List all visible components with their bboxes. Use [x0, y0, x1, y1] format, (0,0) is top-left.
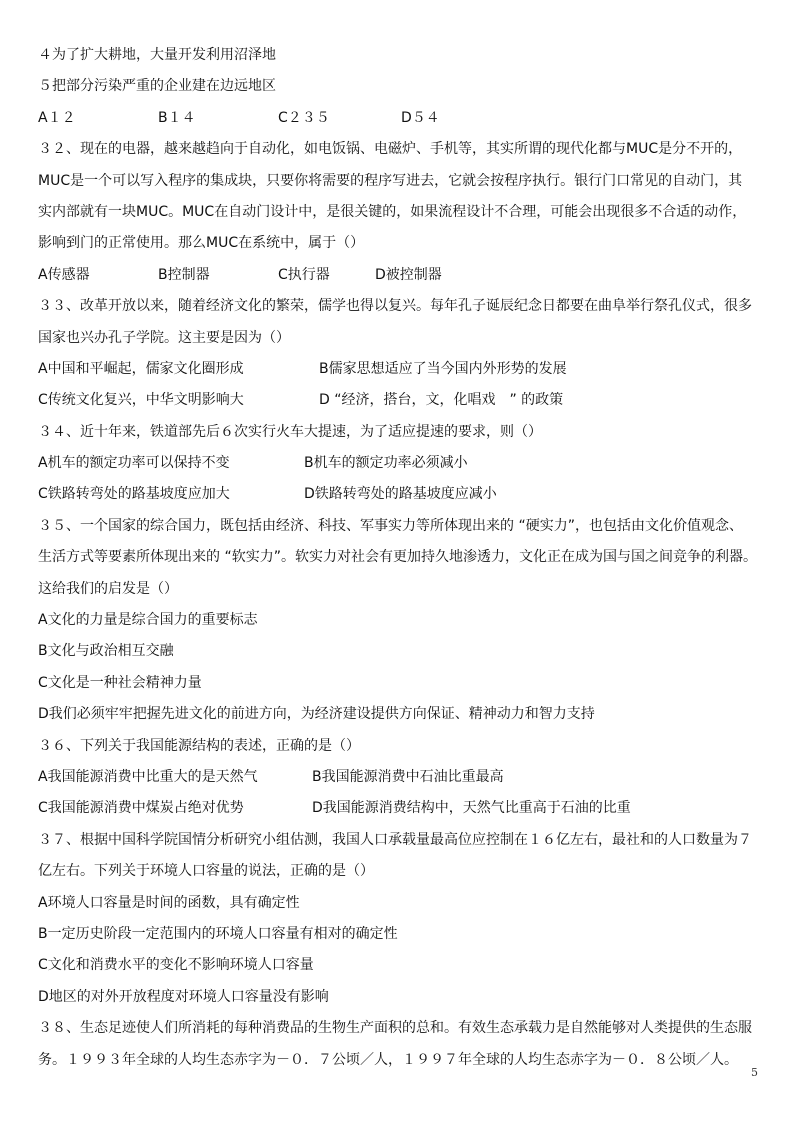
option-b: B控制器 — [158, 266, 210, 283]
option-d: D “经济，搭台，文，化唱戏 ” 的政策 — [319, 392, 564, 409]
option-a: A传感器 — [38, 266, 90, 283]
answer-options-q31 — [38, 103, 762, 134]
option-d: D铁路转弯处的路基坡度应减小 — [304, 486, 497, 503]
answer-options-q36-row-1 — [38, 762, 762, 793]
option-c: C我国能源消费中煤炭占绝对优势 — [38, 800, 244, 817]
page-number: 5 — [751, 1066, 758, 1079]
option-d: D５４ — [401, 109, 440, 126]
question-36-line-1: ３６、下列关于我国能源结构的表述，正确的是（） — [38, 737, 360, 754]
answer-options-q36-row-2 — [38, 793, 762, 824]
option-c: C铁路转弯处的路基坡度应加大 — [38, 486, 230, 503]
option-a: A环境人口容量是时间的函数，具有确定性 — [38, 894, 300, 911]
question-38-line-2: 务。１９９３年全球的人均生态赤字为－０．７公顷／人，１９９７年全球的人均生态赤字为－０．８公顷／人。 — [38, 1051, 738, 1068]
question-34-line-1: ３４、近十年来，铁道部先后６次实行火车大提速，为了适应提速的要求，则（） — [38, 423, 542, 440]
question-35-line-3: 这给我们的启发是（） — [38, 580, 178, 597]
option-d: D被控制器 — [375, 266, 442, 283]
question-35-line-2: 生活方式等要素所体现出来的 “软实力”。软实力对社会有更加持久地渗透力，文化正在成为国与国之间竞争的利器。 — [38, 549, 757, 566]
option-b: B一定历史阶段一定范围内的环境人口容量有相对的确定性 — [38, 925, 398, 942]
option-line-5: ５把部分污染严重的企业建在边远地区 — [38, 78, 276, 95]
document-page — [38, 40, 762, 1076]
option-d: D我国能源消费结构中，天然气比重高于石油的比重 — [312, 800, 631, 817]
option-a: A机车的额定功率可以保持不变 — [38, 455, 230, 472]
option-a: A中国和平崛起，儒家文化圈形成 — [38, 360, 244, 377]
option-d: D我们必须牢牢把握先进文化的前进方向，为经济建设提供方向保证、精神动力和智力支持 — [38, 706, 595, 723]
option-b: B机车的额定功率必须减小 — [304, 455, 468, 472]
question-33-line-2: 国家也兴办孔子学院。这主要是因为（） — [38, 329, 290, 346]
option-b: B儒家思想适应了当今国内外形势的发展 — [319, 360, 567, 377]
option-b: B我国能源消费中石油比重最高 — [312, 768, 504, 785]
option-c: C执行器 — [278, 266, 330, 283]
option-b: B文化与政治相互交融 — [38, 643, 174, 660]
option-a: A１２ — [38, 109, 76, 126]
question-32-line-3: 实内部就有一块MUC。MUC在自动门设计中，是很关键的，如果流程设计不合理，可能会出现很多不合适的动作， — [38, 203, 747, 220]
question-32-line-4: 影响到门的正常使用。那么MUC在系统中，属于（） — [38, 235, 365, 252]
answer-options-q34-row-1 — [38, 448, 762, 479]
option-line-4: ４为了扩大耕地，大量开发利用沼泽地 — [38, 47, 276, 63]
option-a: A我国能源消费中比重大的是天然气 — [38, 768, 258, 785]
question-32-line-1: ３２、现在的电器，越来越趋向于自动化，如电饭锅、电磁炉、手机等，其实所谓的现代化都与MUC是分不开的， — [38, 141, 743, 158]
option-c: C文化和消费水平的变化不影响环境人口容量 — [38, 957, 314, 974]
option-c: C文化是一种社会精神力量 — [38, 674, 202, 691]
option-c: C传统文化复兴，中华文明影响大 — [38, 392, 244, 409]
answer-options-q33-row-2 — [38, 385, 762, 416]
option-d: D地区的对外开放程度对环境人口容量没有影响 — [38, 988, 329, 1005]
option-a: A文化的力量是综合国力的重要标志 — [38, 612, 258, 629]
question-37-line-1: ３７、根据中国科学院国情分析研究小组估测，我国人口承载量最高位应控制在１６亿左右，最社和的人口数量为７ — [38, 831, 752, 848]
answer-options-q34-row-2 — [38, 479, 762, 510]
question-38-line-1: ３８、生态足迹使人们所消耗的每种消费品的生物生产面积的总和。有效生态承载力是自然能够对人类提供的生态服 — [38, 1020, 752, 1037]
question-33-line-1: ３３、改革开放以来，随着经济文化的繁荣，儒学也得以复兴。每年孔子诞辰纪念日都要在曲阜举行祭孔仪式，很多 — [38, 298, 752, 315]
question-35-line-1: ３５、一个国家的综合国力，既包括由经济、科技、军事实力等所体现出来的 “硬实力”，也包括由文化价值观念、 — [38, 517, 743, 534]
question-37-line-2: 亿左右。下列关于环境人口容量的说法，正确的是（） — [38, 863, 374, 880]
question-32-line-2: MUC是一个可以写入程序的集成块，只要你将需要的程序写进去，它就会按程序执行。银行门口常见的自动门，其 — [38, 172, 743, 189]
option-b: B１４ — [158, 109, 196, 126]
option-c: C２３５ — [278, 109, 330, 126]
answer-options-q33-row-1 — [38, 354, 762, 385]
answer-options-q32 — [38, 260, 762, 291]
